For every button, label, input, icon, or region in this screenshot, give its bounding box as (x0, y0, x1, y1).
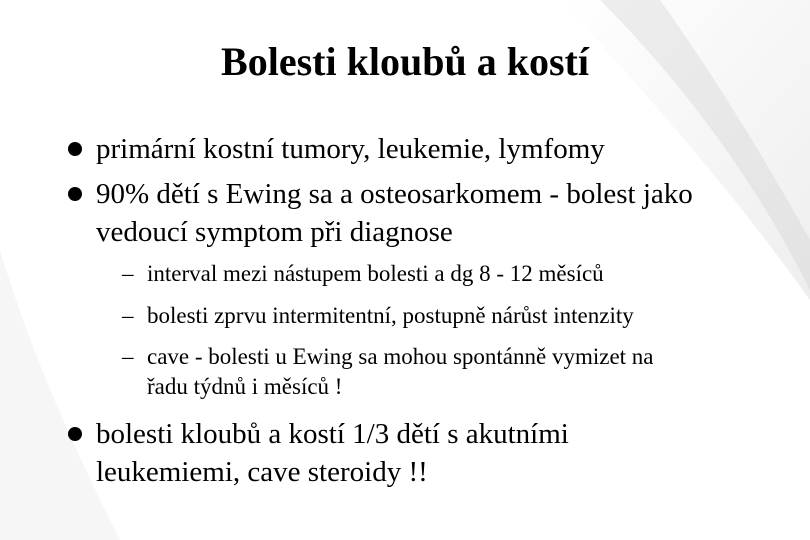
dash-marker: – (122, 303, 134, 328)
bullet-dot (68, 142, 82, 156)
sub-bullet-text: bolesti zprvu intermitentní, postupně nárůst intenzity (147, 303, 634, 328)
sub-bullet-item (122, 342, 654, 402)
sub-bullet-text: cave - bolesti u Ewing sa mohou spontánně vymizet na (147, 344, 654, 369)
dash-marker: – (122, 261, 134, 286)
bullet-dot (68, 187, 82, 201)
bullet-text: 90% dětí s Ewing sa a osteosarkomem - bolest jako (96, 178, 693, 210)
bullet-dot (68, 427, 82, 441)
bullet-item (96, 175, 693, 251)
bullet-text: primární kostní tumory, leukemie, lymfomy (96, 133, 605, 165)
bullet-text: vedoucí symptom při diagnose (96, 216, 453, 248)
sub-bullet-item (122, 259, 604, 289)
sub-bullet-text: interval mezi nástupem bolesti a dg 8 - 12 měsíců (147, 261, 604, 286)
slide-title: Bolesti kloubů a kostí (221, 39, 589, 84)
bullet-text: bolesti kloubů a kostí 1/3 dětí s akutními (96, 418, 569, 450)
bullet-item (96, 415, 569, 491)
sub-bullet-item (122, 301, 634, 331)
sub-bullet-text: řadu týdnů i měsíců ! (147, 374, 343, 399)
bullet-text: leukemiemi, cave steroidy !! (96, 456, 428, 488)
bullet-item (96, 130, 605, 168)
dash-marker: – (122, 344, 134, 369)
